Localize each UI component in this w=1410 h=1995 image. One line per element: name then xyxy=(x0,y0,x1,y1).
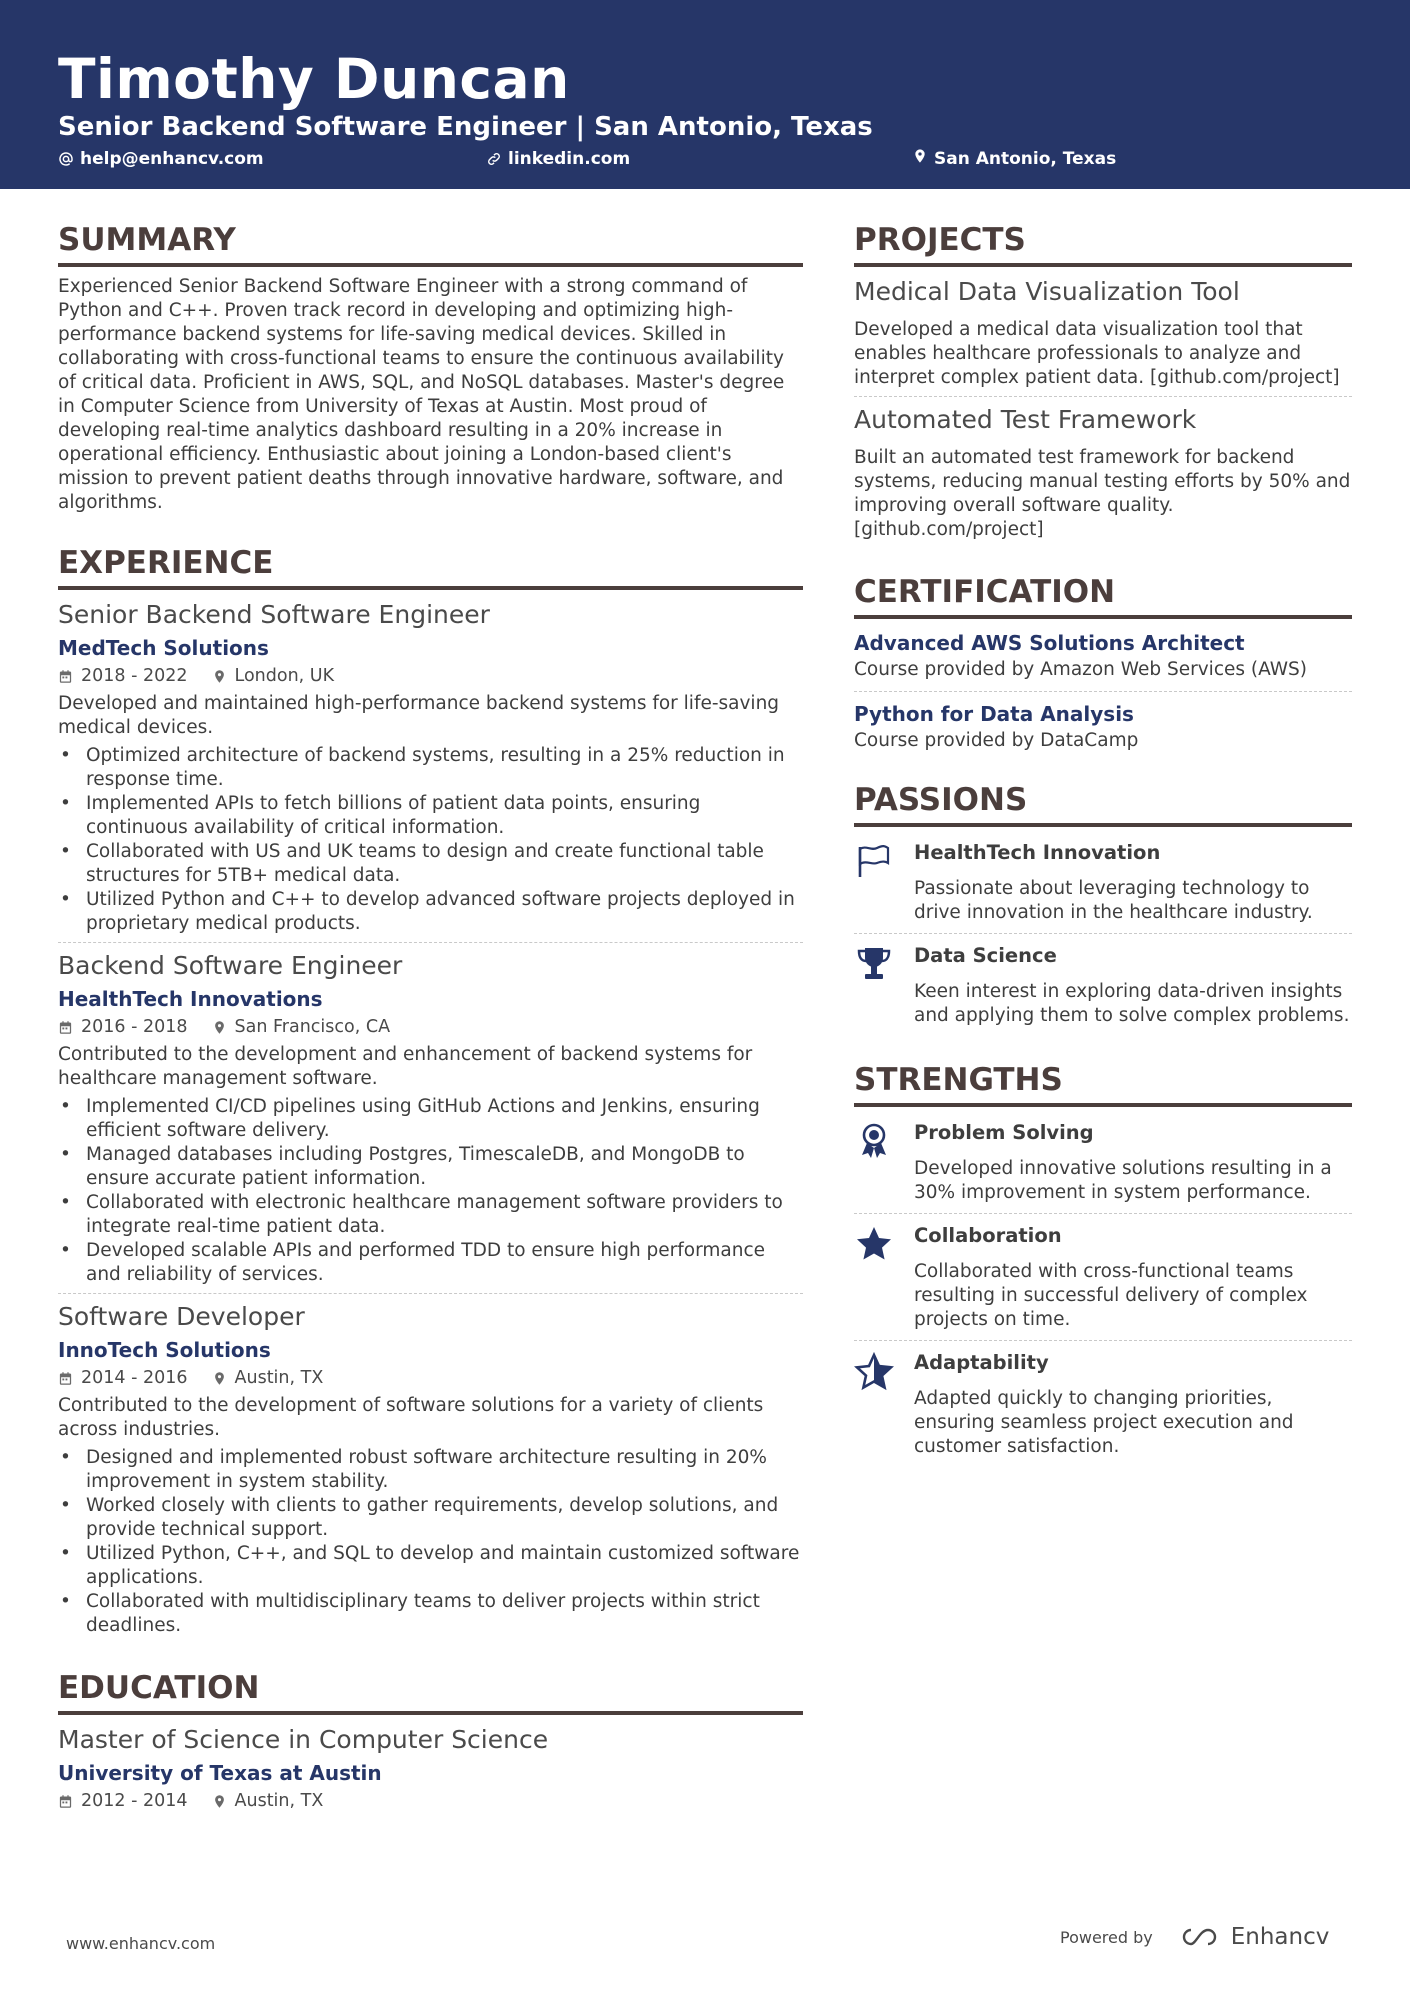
education-meta xyxy=(58,1789,803,1813)
map-pin-icon xyxy=(212,1020,227,1035)
left-column xyxy=(58,218,803,1817)
certification-name: Python for Data Analysis xyxy=(854,702,1134,726)
passion-description: Passionate about leveraging technology to drive innovation in the healthcare industry. xyxy=(914,878,1313,923)
project-title: Automated Test Framework xyxy=(854,405,1197,434)
company-name: MedTech Solutions xyxy=(58,636,269,660)
job-dates: 2016 - 2018 xyxy=(81,1017,188,1037)
map-pin-icon xyxy=(212,1794,227,1809)
education-dates: 2012 - 2014 xyxy=(81,1791,188,1811)
strength-entry xyxy=(854,1213,1352,1340)
map-pin-icon xyxy=(212,1371,227,1386)
passion-title: HealthTech Innovation xyxy=(914,841,1161,864)
list-item: • Designed and implemented robust software architecture resulting in 20% improvement in system stability. xyxy=(58,1446,803,1494)
flag-icon xyxy=(854,841,894,881)
certification-title: CERTIFICATION xyxy=(854,570,1352,619)
certification-provider: Course provided by Amazon Web Services (AWS) xyxy=(854,659,1308,680)
experience-entry xyxy=(58,942,803,1293)
calendar-icon xyxy=(58,1020,73,1035)
passion-entry xyxy=(854,933,1352,1036)
strengths-section xyxy=(854,1058,1352,1467)
list-item: • Utilized Python and C++ to develop advanced software projects deployed in proprietary medical products. xyxy=(58,888,803,936)
contact-location-text: San Antonio, Texas xyxy=(934,149,1117,169)
list-item: • Utilized Python, C++, and SQL to develop and maintain customized software applications. xyxy=(58,1542,803,1590)
candidate-subtitle: Senior Backend Software Engineer | San Antonio, Texas xyxy=(58,112,873,142)
experience-entry xyxy=(58,1293,803,1644)
strengths-title: STRENGTHS xyxy=(854,1058,1352,1107)
certification-name: Advanced AWS Solutions Architect xyxy=(854,631,1245,655)
certification-entry xyxy=(854,627,1352,691)
enhancv-logo[interactable] xyxy=(1179,1924,1330,1950)
passions-title: PASSIONS xyxy=(854,778,1352,827)
experience-title: EXPERIENCE xyxy=(58,541,803,590)
list-item: • Managed databases including Postgres, TimescaleDB, and MongoDB to ensure accurate patient information. xyxy=(58,1143,803,1191)
project-description: Built an automated test framework for backend systems, reducing manual testing efforts by 50% and improving overall software quality. [github.com/project] xyxy=(854,447,1351,540)
experience-section xyxy=(58,541,803,1644)
medal-icon xyxy=(854,1121,894,1161)
projects-section xyxy=(854,218,1352,548)
job-description: Contributed to the development of software solutions for a variety of clients across industries. xyxy=(58,1395,764,1440)
summary-text: Experienced Senior Backend Software Engineer with a strong command of Python and C++. Proven track record in developing and optimizing high-performance backend systems for life-saving medical devices. Skilled in collaborating with cross-functional teams to ensure the continuous availability of critical data. Proficient in AWS, SQL, and NoSQL databases. Master's degree in Computer Science from University of Texas at Austin. Most proud of developing real-time analytics dashboard resulting in a 20% increase in operational efficiency. Enthusiastic about joining a London-based client's mission to prevent patient deaths through innovative hardware, software, and algorithms. xyxy=(58,276,785,513)
list-item: • Collaborated with US and UK teams to design and create functional table structures for 5TB+ medical data. xyxy=(58,840,803,888)
education-title: EDUCATION xyxy=(58,1666,803,1715)
contact-email-text: help@enhancv.com xyxy=(80,149,264,169)
passions-section xyxy=(854,778,1352,1036)
list-item: • Optimized architecture of backend systems, resulting in a 25% reduction in response time. xyxy=(58,744,803,792)
strength-entry xyxy=(854,1115,1352,1213)
job-dates: 2018 - 2022 xyxy=(81,666,188,686)
calendar-icon xyxy=(58,1371,73,1386)
summary-title: SUMMARY xyxy=(58,218,803,267)
passion-description: Keen interest in exploring data-driven insights and applying them to solve complex problems. xyxy=(914,981,1350,1026)
certification-entry xyxy=(854,691,1352,762)
powered-by-label: Powered by xyxy=(1060,1927,1153,1947)
projects-title: PROJECTS xyxy=(854,218,1352,267)
list-item: • Implemented CI/CD pipelines using GitHub Actions and Jenkins, ensuring efficient software delivery. xyxy=(58,1095,803,1143)
resume-header xyxy=(0,0,1410,189)
project-entry xyxy=(854,396,1352,548)
job-meta xyxy=(58,664,803,688)
list-item: • Collaborated with multidisciplinary teams to deliver projects within strict deadlines. xyxy=(58,1590,803,1638)
calendar-icon xyxy=(58,1794,73,1809)
right-column xyxy=(854,218,1352,1467)
list-item: • Worked closely with clients to gather requirements, develop solutions, and provide technical support. xyxy=(58,1494,803,1542)
list-item: • Developed scalable APIs and performed TDD to ensure high performance and reliability of services. xyxy=(58,1239,803,1287)
contact-email[interactable] xyxy=(58,148,264,170)
strength-description: Collaborated with cross-functional teams resulting in successful delivery of complex projects on time. xyxy=(914,1261,1308,1330)
company-name: InnoTech Solutions xyxy=(58,1338,271,1362)
job-dates: 2014 - 2016 xyxy=(81,1368,188,1388)
footer-website[interactable]: www.enhancv.com xyxy=(66,1934,216,1953)
enhancv-brand-text: Enhancv xyxy=(1230,1924,1330,1950)
at-icon xyxy=(58,151,74,167)
job-bullets xyxy=(58,1446,803,1638)
map-pin-icon xyxy=(212,669,227,684)
job-location: London, UK xyxy=(234,666,335,686)
map-pin-icon xyxy=(912,148,928,170)
certification-provider: Course provided by DataCamp xyxy=(854,730,1139,751)
company-name: HealthTech Innovations xyxy=(58,987,323,1011)
strength-title: Collaboration xyxy=(914,1224,1062,1247)
strength-description: Adapted quickly to changing priorities, ensuring seamless project execution and customer satisfaction. xyxy=(914,1388,1294,1457)
project-title: Medical Data Visualization Tool xyxy=(854,277,1240,306)
candidate-name: Timothy Duncan xyxy=(58,47,570,111)
link-icon xyxy=(486,151,502,167)
calendar-icon xyxy=(58,669,73,684)
list-item: • Collaborated with electronic healthcare management software providers to integrate real-time patient data. xyxy=(58,1191,803,1239)
star-icon xyxy=(854,1224,894,1264)
project-description: Developed a medical data visualization tool that enables healthcare professionals to analyze and interpret complex patient data. [github.com/project] xyxy=(854,319,1340,388)
job-location: Austin, TX xyxy=(234,1368,324,1388)
job-description: Contributed to the development and enhancement of backend systems for healthcare management software. xyxy=(58,1044,753,1089)
job-title: Senior Backend Software Engineer xyxy=(58,600,490,629)
infinity-icon xyxy=(1179,1925,1225,1949)
list-item: • Implemented APIs to fetch billions of patient data points, ensuring continuous availability of critical information. xyxy=(58,792,803,840)
job-title: Backend Software Engineer xyxy=(58,951,403,980)
job-meta xyxy=(58,1015,803,1039)
job-bullets xyxy=(58,1095,803,1287)
passion-entry xyxy=(854,835,1352,933)
contact-location xyxy=(912,148,1116,170)
footer-branding xyxy=(1060,1924,1329,1950)
project-entry xyxy=(854,275,1352,396)
job-location: San Francisco, CA xyxy=(234,1017,391,1037)
contact-linkedin[interactable] xyxy=(486,148,630,170)
certification-section xyxy=(854,570,1352,762)
job-bullets xyxy=(58,744,803,936)
passion-title: Data Science xyxy=(914,944,1057,967)
trophy-icon xyxy=(854,944,894,984)
degree-title: Master of Science in Computer Science xyxy=(58,1725,549,1754)
experience-entry xyxy=(58,598,803,942)
education-location: Austin, TX xyxy=(234,1791,324,1811)
contact-linkedin-text: linkedin.com xyxy=(508,149,631,169)
star-outline-icon xyxy=(854,1351,894,1391)
job-meta xyxy=(58,1366,803,1390)
strength-entry xyxy=(854,1340,1352,1467)
strength-title: Adaptability xyxy=(914,1351,1049,1374)
strength-description: Developed innovative solutions resulting in a 30% improvement in system performance. xyxy=(914,1158,1332,1203)
school-name: University of Texas at Austin xyxy=(58,1761,382,1785)
education-section xyxy=(58,1666,803,1813)
job-description: Developed and maintained high-performance backend systems for life-saving medical devices. xyxy=(58,693,780,738)
summary-section xyxy=(58,218,803,515)
strength-title: Problem Solving xyxy=(914,1121,1094,1144)
job-title: Software Developer xyxy=(58,1302,305,1331)
